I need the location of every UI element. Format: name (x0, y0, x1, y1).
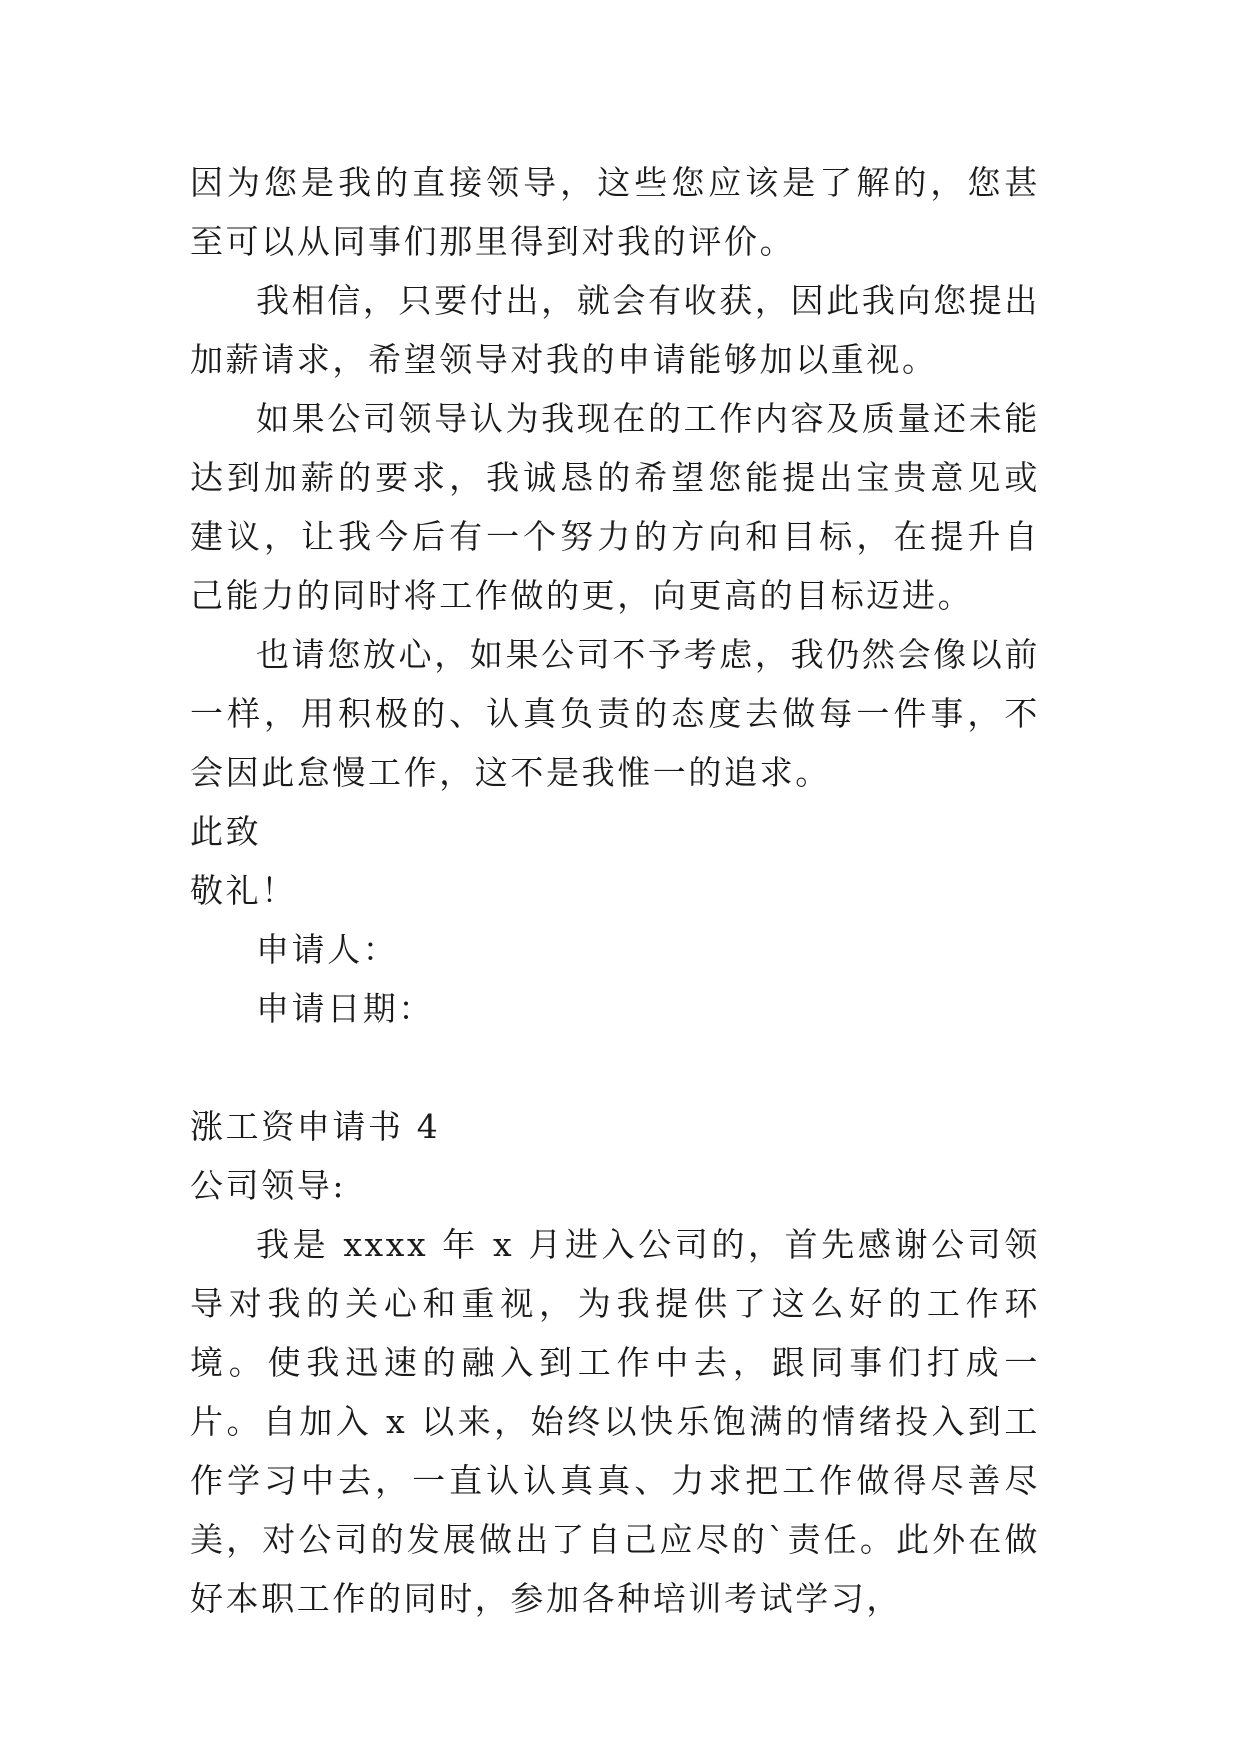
paragraph-raise-request: 我相信，只要付出，就会有收获，因此我向您提出加薪请求，希望领导对我的申请能够加以重视。 (190, 281, 1040, 379)
addressee: 公司领导: (190, 1166, 347, 1205)
paragraph-reassurance: 也请您放心，如果公司不予考虑，我仍然会像以前一样，用积极的、认真负责的态度去做每一件事，不会因此怠慢工作，这不是我惟一的追求。 (190, 635, 1040, 792)
blank-line (190, 1038, 1040, 1097)
application-date-label: 申请日期： (256, 989, 434, 1028)
paragraph-suggestion: 如果公司领导认为我现在的工作内容及质量还未能达到加薪的要求，我诚恳的希望您能提出宝贵意见或建议，让我今后有一个努力的方向和目标，在提升自己能力的同时将工作做的更，向更高的目标迈进。 (190, 399, 1040, 615)
paragraph-evaluation: 因为您是我的直接领导，这些您应该是了解的，您甚至可以从同事们那里得到对我的评价。 (190, 163, 1040, 261)
section-title: 涨工资申请书 4 (190, 1107, 441, 1146)
closing-salutation: 此致 (190, 812, 262, 851)
paragraph-introduction: 我是 xxxx 年 x 月进入公司的，首先感谢公司领导对我的关心和重视，为我提供了这么好的工作环境。使我迅速的融入到工作中去，跟同事们打成一片。自加入 x 以来，始终以快乐饱满的情绪投入到工作学习中去，一直认认真真、力求把工作做得尽善尽美，对公司的发展做出了自己应尽的`责任。此外在做好本职工作的同时，参加各种培训考试学习， (190, 1225, 1040, 1618)
applicant-label: 申请人： (256, 930, 399, 969)
document-body (190, 153, 1040, 1628)
closing-regards: 敬礼！ (190, 871, 297, 910)
